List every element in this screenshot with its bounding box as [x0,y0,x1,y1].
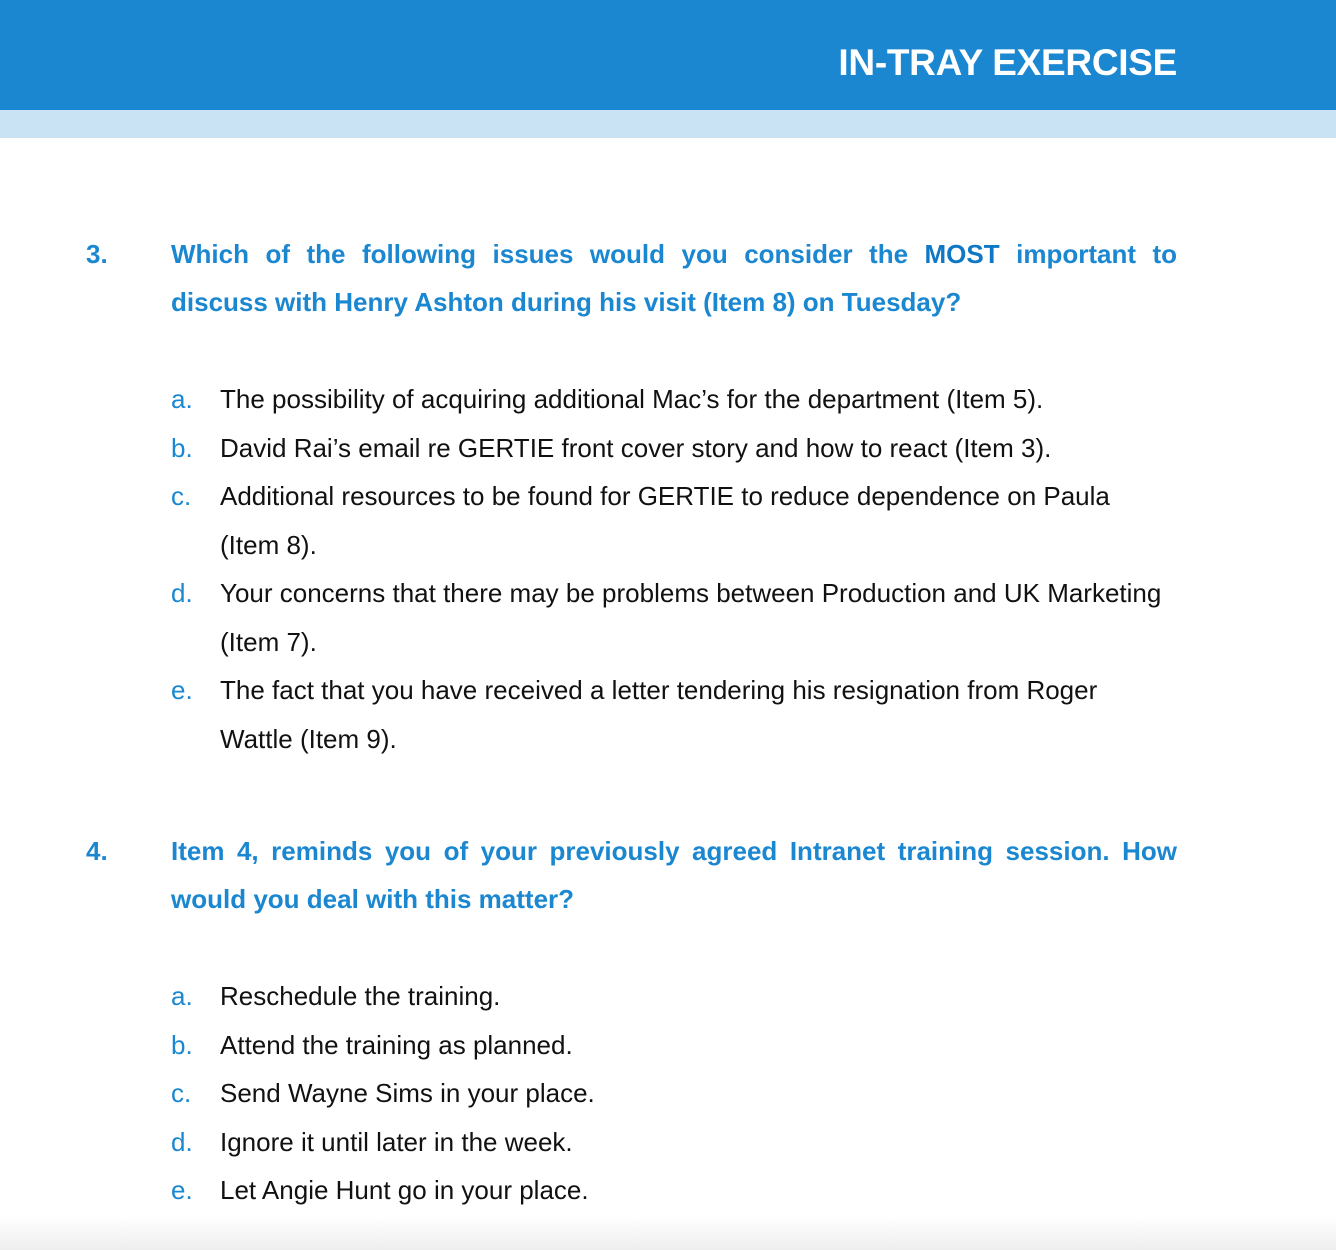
option-letter: a. [171,981,193,1011]
option-text: Attend the training as planned. [220,1029,573,1060]
option-text: The fact that you have received a letter tendering his resignation from Roger Wattle (Item 9). [220,675,1105,754]
option-letter: c. [171,481,192,511]
question-text-end: important to discuss with Henry Ashton during his visit (Item 8) on Tuesday? [171,239,1177,317]
answer-option[interactable] [171,472,1171,569]
question-text: Item 4, reminds you of your previously agreed Intranet training session. How would you deal with this matter? [171,836,1177,914]
answer-options-q3 [171,375,1176,763]
option-letter: e. [171,1175,193,1205]
question-number: 3. [86,239,108,269]
question-emphasis: MOST [924,239,1000,269]
option-letter: d. [171,1126,193,1157]
option-letter: d. [171,578,193,608]
option-text: Your concerns that there may be problems between Production and UK Marketing (Item 7). [220,578,1176,657]
option-text: Ignore it until later in the week. [220,1126,573,1157]
option-letter: b. [171,432,193,463]
answer-options-q4 [171,972,1171,1215]
answer-option[interactable] [171,1166,1171,1215]
page-title: IN-TRAY EXERCISE [838,42,1177,83]
page-bottom-edge [0,1216,1336,1250]
option-text: The possibility of acquiring additional Mac’s for the department (Item 5). [220,384,1044,414]
answer-option[interactable] [171,1069,1171,1118]
answer-option[interactable] [171,424,1171,473]
question-number: 4. [86,836,108,866]
page-header [0,0,1336,110]
answer-option[interactable] [171,1118,1171,1167]
option-text: Send Wayne Sims in your place. [220,1078,595,1108]
option-letter: c. [171,1078,192,1108]
option-letter: a. [171,384,193,414]
option-text: Let Angie Hunt go in your place. [220,1175,589,1205]
question-text-start: Which of the following issues would you consider the [171,239,925,269]
answer-option[interactable] [171,1021,1171,1070]
answer-option[interactable] [171,375,1171,424]
option-letter: b. [171,1029,193,1060]
option-text: Reschedule the training. [220,981,501,1011]
option-text: Additional resources to be found for GERTIE to reduce dependence on Paula (Item 8). [220,481,1118,560]
answer-option[interactable] [171,972,1171,1021]
answer-option[interactable] [171,569,1176,666]
answer-option[interactable] [171,666,1171,763]
header-band [0,110,1336,138]
option-letter: e. [171,675,193,705]
option-text: David Rai’s email re GERTIE front cover story and how to react (Item 3). [220,432,1052,463]
question-text [171,230,1177,326]
